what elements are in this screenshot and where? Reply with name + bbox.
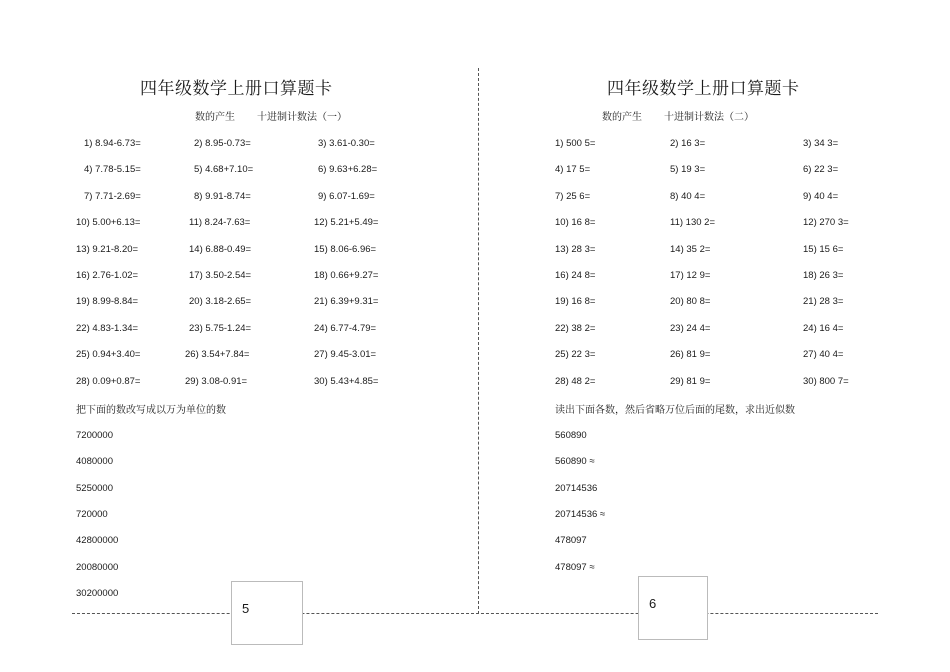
problem-item: 15) 15 6=	[803, 243, 844, 255]
problem-item: 7) 25 6=	[555, 190, 591, 202]
problem-item: 15) 8.06-6.96=	[314, 243, 377, 255]
problem-item: 11) 130 2=	[670, 217, 715, 229]
problem-item: 13) 28 3=	[555, 243, 596, 255]
page-number-box	[638, 576, 708, 640]
problem-item: 6) 22 3=	[803, 164, 839, 176]
number-item: 478097 ≈	[555, 561, 595, 573]
problem-item: 4) 17 5=	[555, 164, 591, 176]
problem-item: 8) 40 4=	[670, 190, 706, 202]
page-title: 四年级数学上册口算题卡	[607, 79, 800, 99]
subtitle-section: 十进制计数法（二）	[664, 112, 754, 123]
page-subtitle	[195, 108, 347, 123]
number-item: 720000	[76, 508, 108, 520]
number-item: 30200000	[76, 587, 119, 599]
problem-item: 1) 500 5=	[555, 138, 596, 149]
number-item: 560890 ≈	[555, 456, 595, 468]
problem-item: 9) 40 4=	[803, 190, 839, 202]
footer-line	[72, 613, 878, 614]
problem-item: 10) 5.00+6.13=	[76, 217, 141, 229]
problem-item: 30) 5.43+4.85=	[314, 375, 379, 387]
page-number: 5	[242, 601, 250, 616]
problem-item: 14) 35 2=	[670, 243, 711, 255]
instruction-text: 读出下面各数，然后省略万位后面的尾数，求出近似数	[555, 405, 795, 416]
problem-item: 21) 6.39+9.31=	[314, 296, 379, 308]
page-number-box	[231, 581, 303, 645]
problem-item: 29) 3.08-0.91=	[185, 375, 248, 387]
problem-item: 20) 3.18-2.65=	[189, 296, 252, 308]
problem-item: 8) 9.91-8.74=	[194, 190, 251, 202]
problem-item: 7) 7.71-2.69=	[84, 190, 141, 202]
subtitle-topic: 数的产生	[195, 112, 235, 123]
page-subtitle	[602, 108, 754, 123]
number-item: 5250000	[76, 482, 113, 494]
problem-item: 26) 3.54+7.84=	[185, 349, 250, 361]
problem-item: 16) 2.76-1.02=	[76, 270, 139, 281]
problem-item: 28) 48 2=	[555, 375, 596, 387]
problem-item: 23) 24 4=	[670, 322, 711, 334]
problem-item: 5) 19 3=	[670, 164, 706, 176]
problem-item: 24) 16 4=	[803, 322, 844, 334]
problem-item: 19) 8.99-8.84=	[76, 296, 139, 308]
number-item: 7200000	[76, 430, 113, 441]
page-title: 四年级数学上册口算题卡	[140, 79, 333, 99]
problem-item: 22) 4.83-1.34=	[76, 322, 139, 334]
number-item: 20080000	[76, 561, 119, 573]
problem-item: 26) 81 9=	[670, 349, 711, 361]
problem-item: 29) 81 9=	[670, 375, 711, 387]
problem-item: 3) 34 3=	[803, 138, 839, 149]
number-item: 478097	[555, 535, 587, 547]
page-number: 6	[649, 596, 657, 611]
problem-item: 21) 28 3=	[803, 296, 844, 308]
problem-item: 17) 12 9=	[670, 270, 711, 281]
problem-item: 9) 6.07-1.69=	[318, 190, 375, 202]
problem-item: 2) 8.95-0.73=	[194, 138, 251, 149]
problem-item: 6) 9.63+6.28=	[318, 164, 378, 176]
problem-item: 12) 5.21+5.49=	[314, 217, 379, 229]
problem-item: 12) 270 3=	[803, 217, 849, 229]
problem-item: 28) 0.09+0.87=	[76, 375, 141, 387]
problem-item: 18) 0.66+9.27=	[314, 270, 379, 281]
problem-item: 27) 40 4=	[803, 349, 844, 361]
problem-item: 20) 80 8=	[670, 296, 711, 308]
problem-item: 22) 38 2=	[555, 322, 596, 334]
problem-item: 27) 9.45-3.01=	[314, 349, 377, 361]
problem-item: 5) 4.68+7.10=	[194, 164, 254, 176]
problem-item: 13) 9.21-8.20=	[76, 243, 139, 255]
problem-item: 16) 24 8=	[555, 270, 596, 281]
problem-item: 23) 5.75-1.24=	[189, 322, 252, 334]
problem-item: 17) 3.50-2.54=	[189, 270, 252, 281]
instruction-text: 把下面的数改写成以万为单位的数	[76, 405, 226, 416]
subtitle-section: 十进制计数法（一）	[257, 112, 347, 123]
problem-item: 25) 22 3=	[555, 349, 596, 361]
problem-item: 24) 6.77-4.79=	[314, 322, 377, 334]
number-item: 20714536	[555, 482, 598, 494]
number-item: 4080000	[76, 456, 113, 468]
subtitle-topic: 数的产生	[602, 112, 642, 123]
problem-item: 4) 7.78-5.15=	[84, 164, 141, 176]
problem-item: 18) 26 3=	[803, 270, 844, 281]
problem-item: 14) 6.88-0.49=	[189, 243, 252, 255]
right-page	[480, 0, 950, 672]
problem-item: 2) 16 3=	[670, 138, 706, 149]
number-item: 42800000	[76, 535, 119, 547]
problem-item: 1) 8.94-6.73=	[84, 138, 141, 149]
problem-item: 25) 0.94+3.40=	[76, 349, 141, 361]
number-item: 20714536 ≈	[555, 508, 606, 520]
problem-item: 10) 16 8=	[555, 217, 596, 229]
problem-item: 30) 800 7=	[803, 375, 849, 387]
problem-item: 3) 3.61-0.30=	[318, 138, 375, 149]
problem-item: 11) 8.24-7.63=	[189, 217, 251, 229]
number-item: 560890	[555, 430, 587, 441]
page-divider	[478, 68, 479, 614]
problem-item: 19) 16 8=	[555, 296, 596, 308]
